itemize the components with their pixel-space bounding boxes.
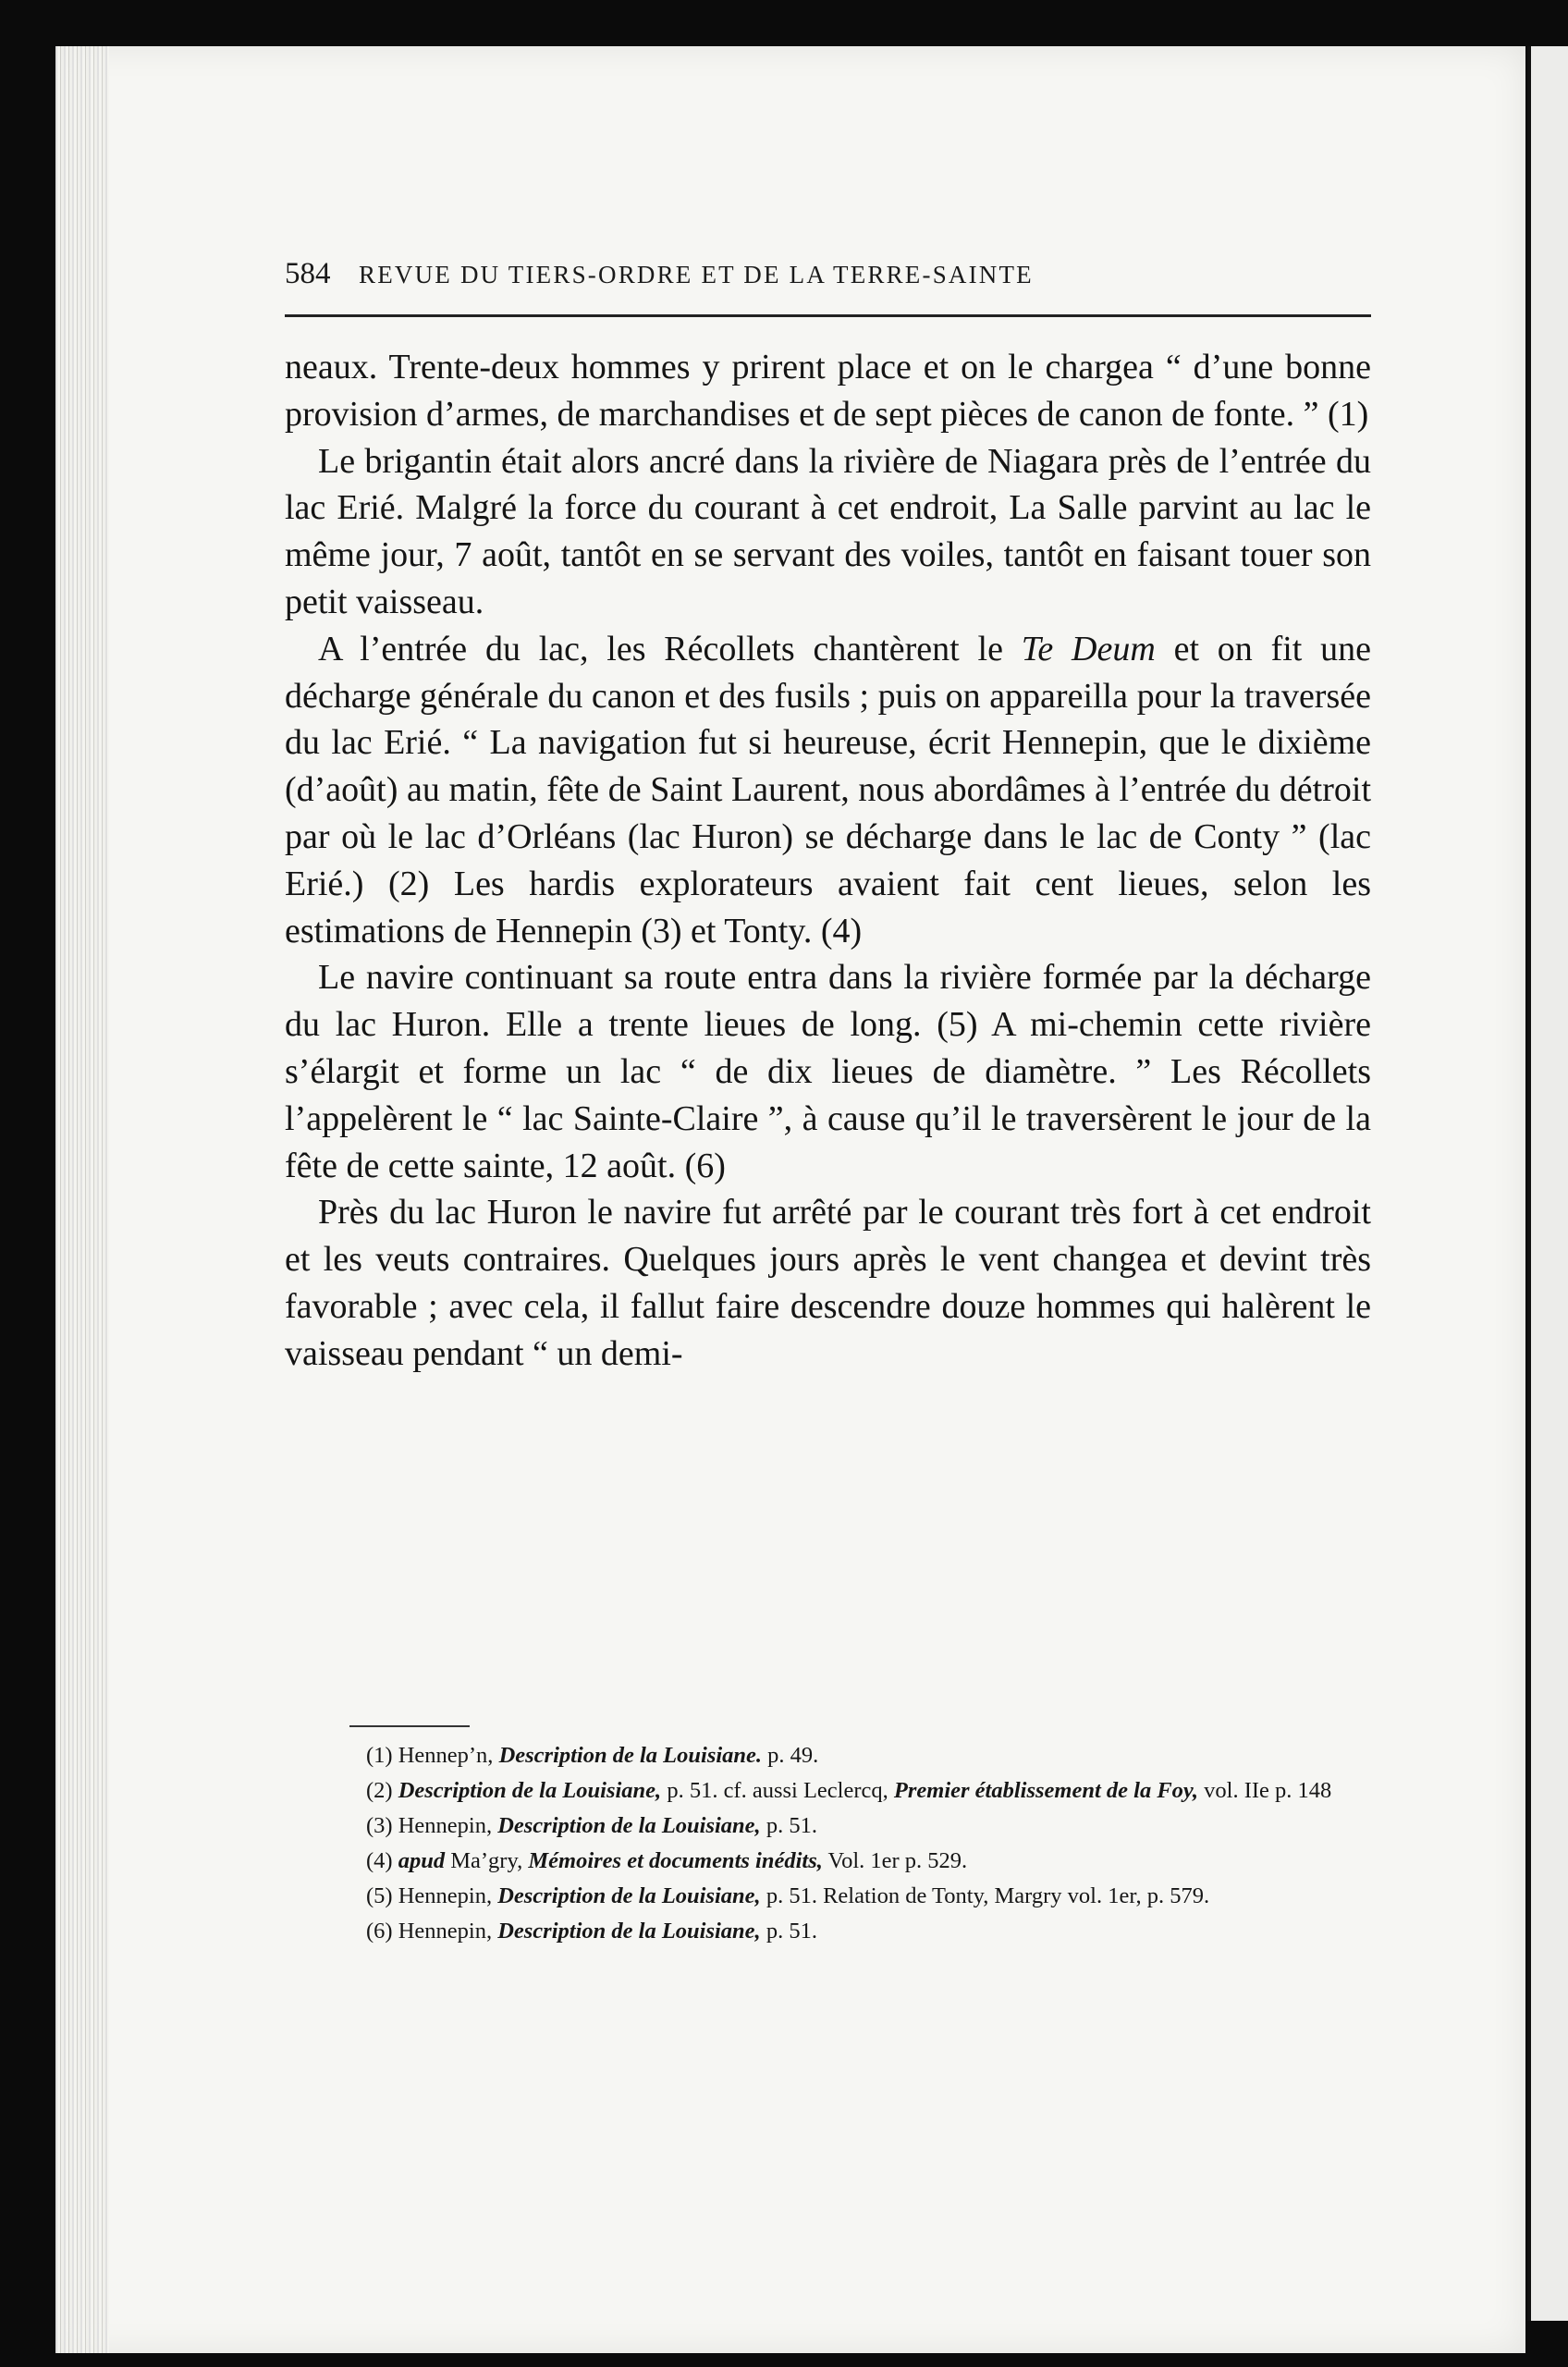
footnote-title: Description de la Louisiane, (497, 1813, 761, 1838)
footnote-number: (4) (366, 1848, 393, 1873)
footnote-number: (6) (366, 1919, 393, 1944)
header-rule (285, 314, 1371, 317)
paragraph-1: neaux. Trente-deux hommes y prirent place et on le chargea “ d’une bonne provision d’armes, de marchandises et de sept pièces de canon de fonte. ” (1) (285, 348, 1371, 434)
paragraph-4: Le navire continuant sa route entra dans la rivière formée par la décharge du lac Huron. Elle a trente lieues de long. (5) A mi-chemin cette rivière s’élargit et forme un lac “ de dix lieues de diamètre. ” Les Récollets l’appelèrent le “ lac Sainte-Claire ”, à cause qu’il le traversèrent le jour de la fête de cette sainte, 12 août. (6) (285, 958, 1371, 1185)
footnote-number: (2) (366, 1778, 393, 1803)
page-gutter-edge (55, 46, 109, 2353)
footnote-2 (296, 1773, 1371, 1809)
paragraph-3-start: A l’entrée du lac, les Récollets chantèrent le (318, 629, 1022, 668)
footnote-1 (296, 1738, 1371, 1773)
footnote-title: Mémoires et documents inédits, (528, 1848, 823, 1873)
footnote-title: Description de la Louisiane, (497, 1883, 761, 1908)
footnote-number: (3) (366, 1813, 393, 1838)
paragraph-2: Le brigantin était alors ancré dans la rivière de Niagara près de l’entrée du lac Erié. Malgré la force du courant à cet endroit, La Salle parvint au lac le même jour, 7 août, tantôt en se servant des voiles, tantôt en faisant touer son petit vaisseau. (285, 441, 1371, 621)
footnote-title: Premier établissement de la Foy, (893, 1778, 1199, 1803)
footnote-5 (296, 1879, 1371, 1914)
footnote-rule (349, 1725, 470, 1727)
footnote-title: apud (398, 1848, 446, 1873)
footnote-number: (5) (366, 1883, 393, 1908)
footnote-4 (296, 1844, 1371, 1879)
main-text (285, 344, 1371, 1378)
paragraph-3-rest: et on fit une décharge générale du canon et des fusils ; puis on appareilla pour la traversée du lac Erié. “ La navigation fut si heureuse, écrit Hennepin, que le dixième (d’août) au matin, fête de Saint Laurent, nous abordâmes à l’entrée du détroit par où le lac d’Orléans (lac Huron) se décharge dans le lac de Conty ” (lac Erié.) (2) Les hardis explorateurs avaient fait cent lieues, selon les estimations de Hennepin (3) et Tonty. (4) (285, 629, 1372, 950)
footnote-text: Hennepin, (392, 1813, 498, 1838)
footnote-3 (296, 1809, 1371, 1844)
facing-page-edge (1527, 46, 1568, 2321)
footnote-text: p. 51. (760, 1919, 817, 1944)
running-title: REVUE DU TIERS-ORDRE ET DE LA TERRE-SAINTE (359, 261, 1034, 288)
footnote-text: Hennep’n, (392, 1743, 499, 1768)
page-number: 584 (285, 257, 331, 290)
footnote-text: p. 51. cf. aussi Leclercq, (661, 1778, 894, 1803)
footnote-text: vol. IIe p. 148 (1198, 1778, 1332, 1803)
footnote-text: Ma’gry, (445, 1848, 529, 1873)
footnote-title: Description de la Louisiane, (398, 1778, 662, 1803)
footnote-text: p. 51. Relation de Tonty, Margry vol. 1er, p. 579. (760, 1883, 1210, 1908)
te-deum-italic: Te Deum (1021, 629, 1156, 668)
footnote-text: Hennepin, (392, 1883, 498, 1908)
footnotes (296, 1738, 1371, 1949)
footnote-text: Hennepin, (392, 1919, 498, 1944)
paragraph-3 (285, 626, 1371, 955)
footnote-title: Description de la Louisiane. (498, 1743, 763, 1768)
footnote-text: Vol. 1er p. 529. (822, 1848, 968, 1873)
paragraph-5: Près du lac Huron le navire fut arrêté par le courant très fort à cet endroit et les veuts contraires. Quelques jours après le vent changea et devint très favorable ; avec cela, il fallut faire descendre douze hommes qui halèrent le vaisseau pendant “ un demi- (285, 1193, 1371, 1373)
footnote-6 (296, 1914, 1371, 1949)
footnote-title: Description de la Louisiane, (497, 1919, 761, 1944)
running-header (285, 257, 1371, 303)
footnote-text: p. 49. (762, 1743, 819, 1768)
footnote-number: (1) (366, 1743, 393, 1768)
footnote-text: p. 51. (760, 1813, 817, 1838)
